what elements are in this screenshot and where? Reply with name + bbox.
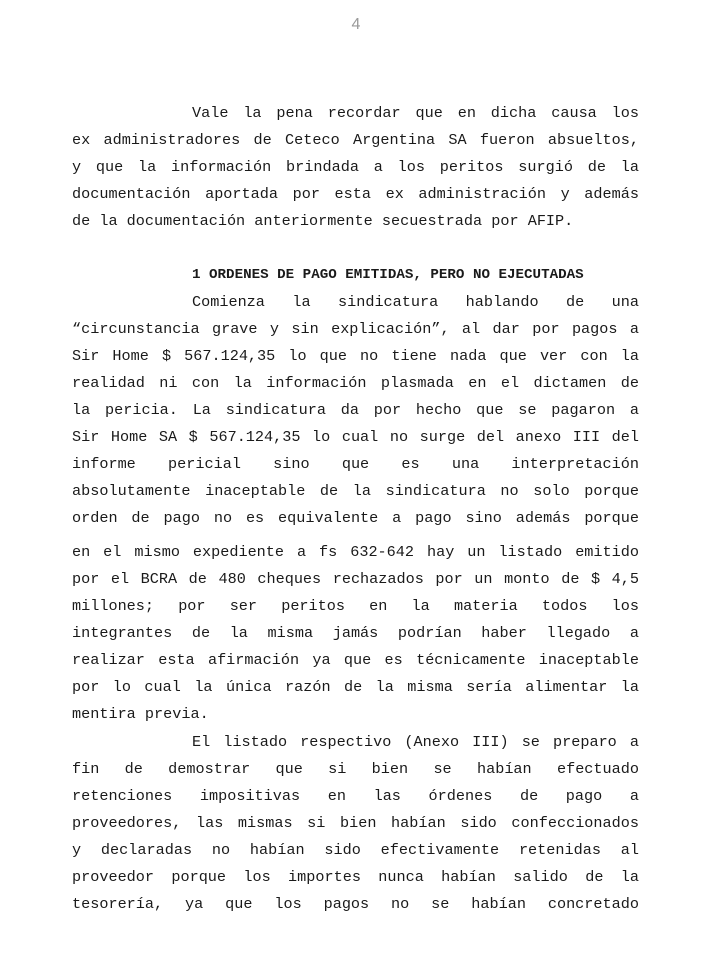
text-line: fin de demostrar que si bien se habían efectuado — [72, 760, 639, 778]
text-line: ex administradores de Ceteco Argentina SA fueron absueltos, — [72, 131, 639, 149]
page-number: 4 — [351, 16, 361, 33]
text-line: por el BCRA de 480 cheques rechazados por un monto de $ 4,5 — [72, 570, 639, 588]
text-line: “circunstancia grave y sin explicación”, al dar por pagos a — [72, 320, 639, 338]
text-line: y declaradas no habían sido efectivamente retenidas al — [72, 841, 639, 859]
text-line: proveedores, las mismas si bien habían sido confeccionados — [72, 814, 639, 832]
text-line: integrantes de la misma jamás podrían haber llegado a — [72, 624, 639, 642]
text-line: millones; por ser peritos en la materia todos los — [72, 597, 639, 615]
text-line: retenciones impositivas en las órdenes de pago a — [72, 787, 639, 805]
section-heading: 1 ORDENES DE PAGO EMITIDAS, PERO NO EJECUTADAS — [192, 267, 584, 283]
section-one — [72, 262, 639, 532]
text-line: absolutamente inaceptable de la sindicatura no solo porque — [72, 482, 639, 500]
text-line: informe pericial sino que es una interpretación — [72, 455, 639, 473]
text-line: orden de pago no es equivalente a pago sino además porque — [72, 509, 639, 527]
text-line: realidad ni con la información plasmada en el dictamen de — [72, 374, 639, 392]
paragraph-annex — [72, 729, 639, 918]
text-line: Comienza la sindicatura hablando de una — [192, 293, 639, 311]
text-line: documentación aportada por esta ex administración y además — [72, 185, 639, 203]
text-line: Sir Home $ 567.124,35 lo que no tiene nada que ver con la — [72, 347, 639, 365]
text-line: mentira previa. — [72, 705, 209, 723]
text-line: Sir Home SA $ 567.124,35 lo cual no surge del anexo III del — [72, 428, 639, 446]
text-line: realizar esta afirmación ya que es técnicamente inaceptable — [72, 651, 639, 669]
paragraph-intro — [72, 100, 639, 235]
text-line: El listado respectivo (Anexo III) se preparo a — [192, 733, 639, 751]
text-line: en el mismo expediente a fs 632-642 hay un listado emitido — [72, 543, 639, 561]
text-line: la pericia. La sindicatura da por hecho que se pagaron a — [72, 401, 639, 419]
text-line: proveedor porque los importes nunca habían salido de la — [72, 868, 639, 886]
text-line: Vale la pena recordar que en dicha causa los — [192, 104, 639, 122]
paragraph-continuation — [72, 539, 639, 728]
text-line: y que la información brindada a los peritos surgió de la — [72, 158, 639, 176]
text-line: de la documentación anteriormente secuestrada por AFIP. — [72, 212, 574, 230]
text-line: por lo cual la única razón de la misma sería alimentar la — [72, 678, 639, 696]
text-line: tesorería, ya que los pagos no se habían concretado — [72, 895, 639, 913]
